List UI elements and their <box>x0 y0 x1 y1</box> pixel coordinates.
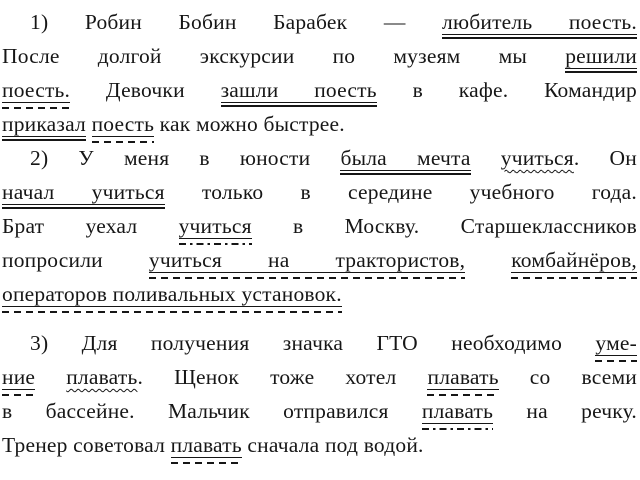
text-segment: в бассейне. Мальчик отправился <box>2 399 422 423</box>
text-segment: Девочки <box>70 78 221 102</box>
text-segment: 2) У меня в юности <box>30 146 341 170</box>
text-segment: . Щенок тоже хотел <box>137 365 428 389</box>
text-segment: Тренер советовал <box>2 433 171 457</box>
paragraph <box>2 5 637 141</box>
paragraph <box>2 141 637 311</box>
underlined-word: учиться на трактористов, <box>148 248 466 272</box>
text-line <box>2 141 637 175</box>
underlined-word: начал учиться <box>2 180 165 204</box>
text-line <box>2 175 637 209</box>
text-segment <box>35 365 66 389</box>
underlined-word: уме- <box>595 331 637 355</box>
text-segment: попросили <box>2 248 149 272</box>
text-line <box>2 39 637 73</box>
text-segment: После долгой экскурсии по музеям мы <box>2 44 566 68</box>
underlined-word: плавать <box>170 433 242 457</box>
underlined-word: плавать <box>421 399 494 423</box>
text-line <box>2 107 637 141</box>
text-line <box>2 73 637 107</box>
underlined-word: учиться <box>500 146 574 170</box>
text-line <box>2 243 637 277</box>
text-segment: со всеми <box>498 365 638 389</box>
text-line <box>2 277 637 311</box>
underlined-word: была мечта <box>340 146 471 170</box>
text-segment: в кафе. Командир <box>376 78 637 102</box>
text-segment: на речку. <box>493 399 637 423</box>
text-line <box>2 209 637 243</box>
underlined-word: учиться <box>178 214 252 238</box>
text-segment: 1) Робин Бобин Барабек — <box>30 10 443 34</box>
text-segment: в Москву. Старшеклассников <box>251 214 637 238</box>
text-segment: Брат уехал <box>2 214 179 238</box>
underlined-word: любитель поесть. <box>442 10 637 34</box>
text-segment: как можно быстрее. <box>154 112 345 136</box>
underlined-word: зашли поесть <box>220 78 377 102</box>
text-segment: сначала под водой. <box>241 433 424 457</box>
underlined-word: поесть <box>91 112 155 136</box>
underlined-word: операторов поливальных установок. <box>2 282 342 306</box>
underlined-word: ние <box>2 365 36 389</box>
underlined-word: плавать <box>66 365 138 389</box>
text-segment: . Он <box>573 146 637 170</box>
underlined-word: приказал <box>2 112 86 136</box>
text-line <box>2 5 637 39</box>
underlined-word: поесть. <box>2 78 71 102</box>
exercise-text <box>2 5 637 462</box>
text-line <box>2 326 637 360</box>
text-line <box>2 360 637 394</box>
text-segment <box>471 146 501 170</box>
underlined-word: комбайнёров, <box>511 248 637 272</box>
text-line <box>2 428 637 462</box>
text-segment <box>465 248 511 272</box>
text-line <box>2 394 637 428</box>
underlined-word: плавать <box>427 365 499 389</box>
text-segment: 3) Для получения значка ГТО необходимо <box>30 331 596 355</box>
underlined-word: решили <box>565 44 637 68</box>
paragraph <box>2 326 637 462</box>
text-segment: только в середине учебного года. <box>164 180 637 204</box>
text-segment <box>86 112 92 136</box>
